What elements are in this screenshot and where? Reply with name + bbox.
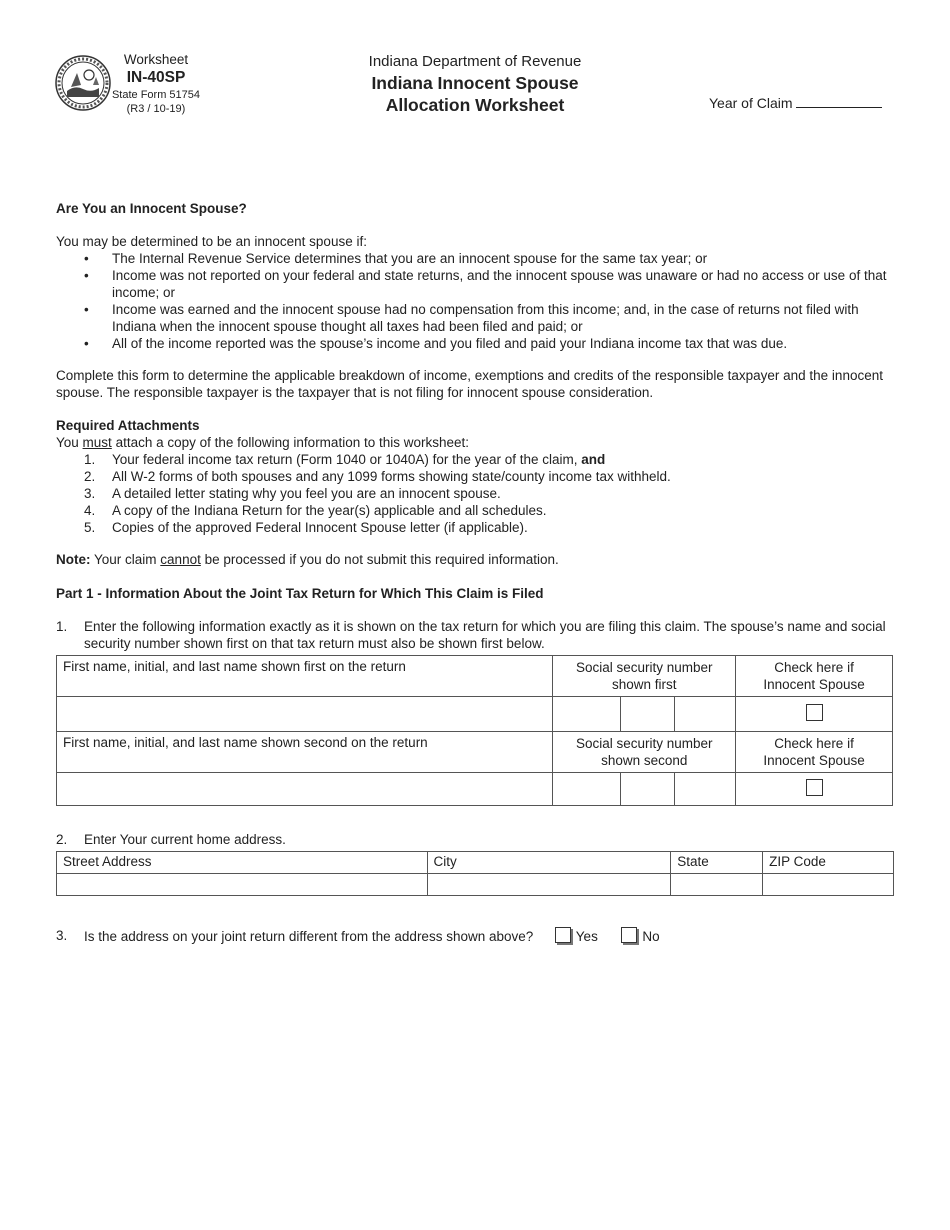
list-item <box>56 468 896 485</box>
list-item-text: A detailed letter stating why you feel you are an innocent spouse. <box>112 486 501 501</box>
year-of-claim-label: Year of Claim <box>709 95 793 111</box>
check-first-header <box>736 656 893 697</box>
attachments-lead <box>56 434 896 451</box>
list-item <box>56 519 896 536</box>
state-seal-icon <box>55 55 111 111</box>
state-form-number: State Form 51754 <box>111 89 201 101</box>
city-input[interactable] <box>427 874 671 896</box>
ssn-second-part3[interactable] <box>675 773 736 806</box>
form-code: IN-40SP <box>126 69 186 86</box>
list-number: 5. <box>84 520 96 535</box>
form-title-line2: Allocation Worksheet <box>385 95 565 115</box>
list-item: • Income was not reported on your federal and state returns, and the innocent spouse was unaware or had no access or use of that income; or <box>56 267 896 301</box>
ssn-second-part2[interactable] <box>621 773 675 806</box>
list-item: • Income was earned and the innocent spouse had no compensation from this income; and, in the case of returns not filed with Indiana when the innocent spouse thought all taxes had been filed and paid; or <box>56 301 896 335</box>
street-address-input[interactable] <box>57 874 428 896</box>
list-item: • The Internal Revenue Service determines that you are an innocent spouse for the same tax year; or <box>56 250 896 267</box>
note-text: Your claim <box>90 552 161 567</box>
form-title-line1: Indiana Innocent Spouse <box>371 73 579 93</box>
question-text: Enter Your current home address. <box>84 832 286 847</box>
second-name-input[interactable] <box>57 773 553 806</box>
check-label-2: Innocent Spouse <box>763 677 865 692</box>
year-of-claim-field[interactable] <box>796 94 882 108</box>
spouse-info-table <box>56 655 893 806</box>
yes-checkbox[interactable] <box>555 927 571 943</box>
list-item-bold: and <box>581 452 606 467</box>
list-number: 1. <box>84 452 96 467</box>
intro-lead: You may be determined to be an innocent spouse if: <box>56 234 367 249</box>
ssn-first-label-2: shown first <box>611 677 677 692</box>
ssn-second-header <box>553 732 736 773</box>
cannot-emphasis: cannot <box>160 552 201 567</box>
innocent-spouse-first-cell <box>736 697 893 732</box>
form-title-block <box>300 52 650 116</box>
ssn-second-label-2: shown second <box>601 753 688 768</box>
list-item <box>56 502 896 519</box>
list-item <box>56 451 896 468</box>
innocent-spouse-second-cell <box>736 773 893 806</box>
list-number: 2. <box>84 469 96 484</box>
innocent-spouse-first-checkbox[interactable] <box>806 704 823 721</box>
second-name-label: First name, initial, and last name shown second on the return <box>57 732 553 773</box>
intro-heading: Are You an Innocent Spouse? <box>56 201 247 216</box>
list-item <box>56 485 896 502</box>
check-label: Check here if <box>774 660 854 675</box>
list-item-text: Copies of the approved Federal Innocent Spouse letter (if applicable). <box>112 520 528 535</box>
question-number: 3. <box>56 928 68 943</box>
attachments-heading: Required Attachments <box>56 418 200 433</box>
first-name-label: First name, initial, and last name shown first on the return <box>57 656 553 697</box>
check-second-header <box>736 732 893 773</box>
city-header: City <box>427 852 671 874</box>
yes-label: Yes <box>575 929 598 944</box>
attachments-list <box>56 451 896 536</box>
note <box>56 551 896 568</box>
list-item-text: Your federal income tax return (Form 1040 or 1040A) for the year of the claim, <box>112 452 582 467</box>
question-text: Is the address on your joint return different from the address shown above? <box>84 929 534 944</box>
street-address-header: Street Address <box>57 852 428 874</box>
list-item-text: A copy of the Indiana Return for the year(s) applicable and all schedules. <box>112 503 547 518</box>
list-number: 4. <box>84 503 96 518</box>
year-of-claim <box>709 94 882 111</box>
complete-instructions: Complete this form to determine the applicable breakdown of income, exemptions and credits of the responsible taxpayer and the innocent spouse. The responsible taxpayer is the taxpayer that is not filing for innocent spouse consideration. <box>56 368 883 400</box>
list-item-text: All W-2 forms of both spouses and any 1099 forms showing state/county income tax withheld. <box>112 469 671 484</box>
form-identifier <box>108 52 204 116</box>
no-label: No <box>642 929 660 944</box>
ssn-first-header <box>553 656 736 697</box>
ssn-first-label: Social security number <box>575 660 713 675</box>
no-checkbox[interactable] <box>621 927 637 943</box>
question-text: Enter the following information exactly as it is shown on the tax return for which you are filing this claim. The spouse’s name and social security number shown first on that tax return must also be shown first below. <box>84 619 886 651</box>
question-number: 2. <box>56 832 68 847</box>
address-table <box>56 851 894 896</box>
zip-code-input[interactable] <box>763 874 894 896</box>
ssn-first-part1[interactable] <box>553 697 621 732</box>
zip-code-header: ZIP Code <box>763 852 894 874</box>
form-revision: (R3 / 10-19) <box>126 103 186 115</box>
must-emphasis: must <box>82 435 112 450</box>
innocent-spouse-second-checkbox[interactable] <box>806 779 823 796</box>
state-header: State <box>671 852 763 874</box>
question-3-row <box>84 927 896 945</box>
list-item: • All of the income reported was the spouse’s income and you filed and paid your Indiana income tax that was due. <box>56 335 896 352</box>
list-number: 3. <box>84 486 96 501</box>
ssn-first-part2[interactable] <box>621 697 675 732</box>
ssn-second-label: Social security number <box>575 736 713 751</box>
first-name-input[interactable] <box>57 697 553 732</box>
attachments-lead-text: You <box>56 435 83 450</box>
intro-bullet-list <box>56 250 896 352</box>
question-number: 1. <box>56 619 68 634</box>
note-label: Note: <box>56 552 91 567</box>
check-label-2: Innocent Spouse <box>763 753 865 768</box>
note-text-end: be processed if you do not submit this required information. <box>200 552 559 567</box>
ssn-first-part3[interactable] <box>675 697 736 732</box>
worksheet-label: Worksheet <box>123 52 189 67</box>
check-label: Check here if <box>774 736 854 751</box>
ssn-second-part1[interactable] <box>553 773 621 806</box>
department-name: Indiana Department of Revenue <box>368 53 582 70</box>
question-1 <box>56 618 896 652</box>
question-3 <box>56 927 896 945</box>
question-2 <box>56 831 896 848</box>
part1-heading: Part 1 - Information About the Joint Tax Return for Which This Claim is Filed <box>56 586 544 601</box>
state-input[interactable] <box>671 874 763 896</box>
attachments-lead-text-end: attach a copy of the following information to this worksheet: <box>111 435 470 450</box>
